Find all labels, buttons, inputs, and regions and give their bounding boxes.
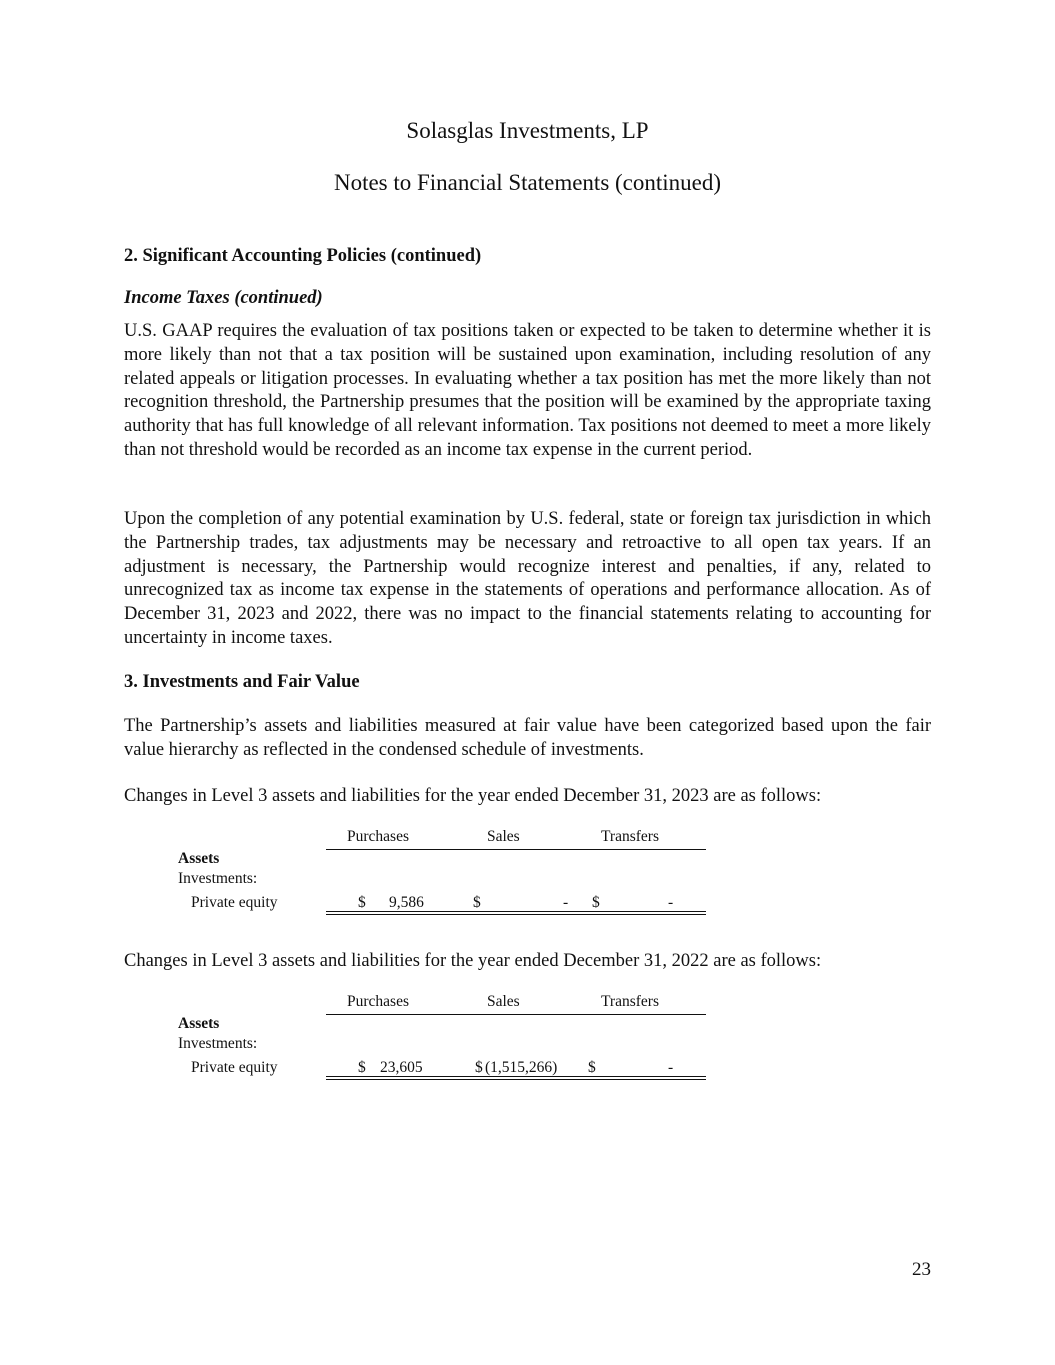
header-rule (326, 849, 706, 850)
row-group-assets: Assets (178, 850, 220, 867)
purchases-value: 9,586 (389, 894, 424, 911)
header-rule (326, 1014, 706, 1015)
column-header-sales: Sales (487, 993, 520, 1010)
sales-value: (1,515,266) (485, 1059, 558, 1076)
level3-table-2022 (178, 993, 708, 1083)
row-category-investments: Investments: (178, 1035, 258, 1052)
purchases-currency: $ (358, 894, 366, 911)
purchases-currency: $ (358, 1059, 366, 1076)
sales-value: - (563, 894, 569, 911)
income-taxes-subheading: Income Taxes (continued) (124, 288, 323, 308)
transfers-value: - (668, 1059, 674, 1076)
sales-currency: $ (475, 1059, 483, 1076)
page-number: 23 (912, 1259, 931, 1280)
row-label-private-equity: Private equity (191, 1059, 278, 1076)
row-category-investments: Investments: (178, 870, 258, 887)
section-2-heading: 2. Significant Accounting Policies (continued) (124, 246, 482, 266)
level3-2023-intro: Changes in Level 3 assets and liabilities for the year ended December 31, 2023 are as follows: (124, 786, 822, 806)
row-group-assets: Assets (178, 1015, 220, 1032)
level3-table-2023 (178, 828, 708, 918)
column-header-sales: Sales (487, 828, 520, 845)
column-header-transfers: Transfers (601, 993, 659, 1010)
level3-2022-intro: Changes in Level 3 assets and liabilities for the year ended December 31, 2022 are as follows: (124, 951, 822, 971)
company-name: Solasglas Investments, LP (406, 118, 649, 143)
column-header-transfers: Transfers (601, 828, 659, 845)
section-3-heading: 3. Investments and Fair Value (124, 672, 360, 692)
transfers-currency: $ (588, 1059, 596, 1076)
total-double-rule (326, 911, 706, 915)
column-header-purchases: Purchases (347, 993, 409, 1010)
fair-value-paragraph: The Partnership’s assets and liabilities measured at fair value have been categorized based upon the fair value hierarchy as reflected in the condensed schedule of investments. (124, 716, 931, 760)
total-double-rule (326, 1076, 706, 1080)
column-header-purchases: Purchases (347, 828, 409, 845)
document-subtitle: Notes to Financial Statements (continued) (333, 170, 722, 195)
income-taxes-paragraph-1: U.S. GAAP requires the evaluation of tax positions taken or expected to be taken to determine whether it is more likely than not that a tax position will be sustained upon examination, including resolution of any related appeals or litigation processes. In evaluating whether a tax position has met the more likely than not recognition threshold, the Partnership presumes that the position will be examined by the appropriate taxing authority that has full knowledge of all relevant information. Tax positions not deemed to meet a more likely than not threshold would be recorded as an income tax expense in the current period. (124, 321, 931, 460)
sales-currency: $ (473, 894, 481, 911)
transfers-currency: $ (592, 894, 600, 911)
row-label-private-equity: Private equity (191, 894, 278, 911)
transfers-value: - (668, 894, 674, 911)
purchases-value: 23,605 (380, 1059, 423, 1076)
income-taxes-paragraph-2: Upon the completion of any potential examination by U.S. federal, state or foreign tax jurisdiction in which the Partnership trades, tax adjustments may be necessary and retroactive to all open tax years. If an adjustment is necessary, the Partnership would recognize interest and penalties, if any, related to unrecognized tax as income tax expense in the statements of operations and performance allocation. As of December 31, 2023 and 2022, there was no impact to the financial statements relating to accounting for uncertainty in income taxes. (124, 509, 931, 648)
